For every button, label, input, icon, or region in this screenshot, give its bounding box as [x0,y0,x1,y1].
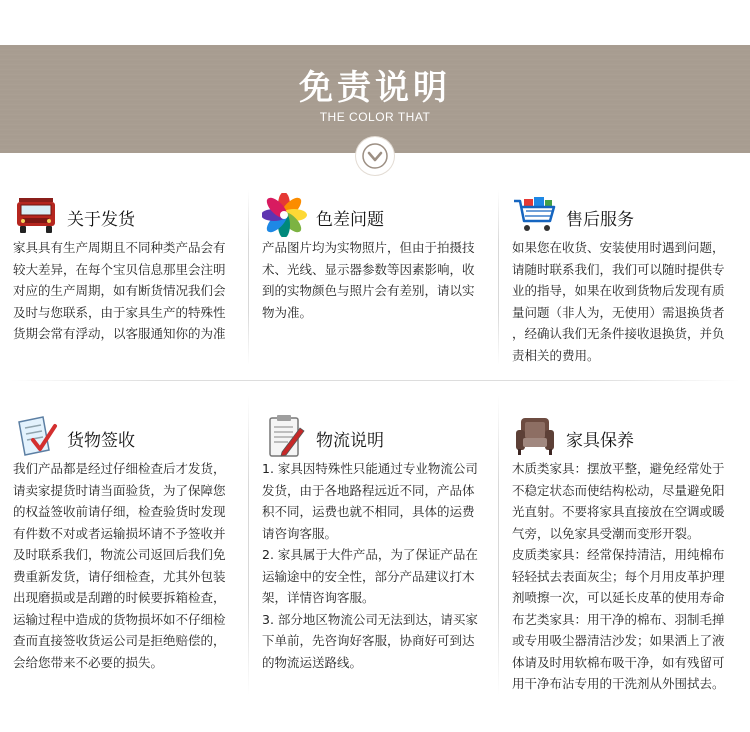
text-line: 运输途中的安全性，部分产品建议打木 [262,568,475,584]
text-line: 产品图片均为实物照片，但由于拍摄技 [262,240,475,255]
section-body [13,458,226,673]
chevron-badge [356,137,394,175]
text-line: 木质类家具：摆放平整，避免经常处于 [512,461,725,476]
text-line: 术、光线、显示器参数等因素影响，收 [262,261,475,277]
text-line: 责相关的费用。 [512,347,600,363]
text-line: 运输过程中造成的货物损坏如不仔细检 [13,611,226,627]
section-title: 物流说明 [316,431,384,451]
text-line: 对应的生产周期，如有断货情况我们会 [13,283,226,298]
text-line: 及时与您联系，由于家具生产的特殊性 [13,304,226,320]
chevron-down-icon [356,137,394,175]
text-line: 家具具有生产周期且不同种类产品会有 [13,240,226,255]
text-line: 3. 部分地区物流公司无法到达，请买家 [262,611,478,627]
color-wheel-icon [262,193,308,237]
section-body [512,237,725,366]
page-subtitle: THE COLOR THAT [319,110,431,124]
text-line: 货期会常有浮动，以客服通知你的为准 [13,326,226,341]
shopping-cart-icon [512,193,558,237]
section-body [512,458,725,695]
section-title: 货物签收 [67,431,135,451]
text-line: 发货，由于各地路程远近不同，产品体 [262,482,475,498]
text-line: 请随时联系我们，我们可以随时提供专 [512,261,725,277]
text-line: 的权益签收前请仔细，检查验货时发现 [13,504,226,519]
text-line: 查而直接签收货运公司是拒绝赔偿的， [13,633,226,648]
text-line: 出现磨损或是刮蹭的时候要拆箱检查， [13,590,226,605]
text-line: 量问题（非人为，无使用）需退换货者 [512,304,725,320]
section-title: 色差问题 [316,210,384,230]
section-body [13,237,226,345]
text-line: 用干净布沾专用的干洗剂从外围拭去。 [512,676,725,691]
clipboard-pen-icon [262,414,308,458]
checklist-icon [13,414,59,458]
text-line: 或专用吸尘器清洁沙发；如果洒上了液 [512,633,725,648]
text-line: 如果您在收货、安装使用时遇到问题， [512,240,725,255]
text-line: 我们产品都是经过仔细检查后才发货， [13,461,226,476]
section-title: 售后服务 [566,210,634,230]
text-line: 请咨询客服。 [262,525,338,541]
truck-icon [13,193,59,237]
text-line: 会给您带来不必要的损失。 [13,654,164,670]
text-line: 的物流运送路线。 [262,654,363,670]
text-line: 请卖家提货时请当面验货，为了保障您 [13,482,226,498]
text-line: 业的指导，如果在收到货物后发现有质 [512,283,725,298]
text-line: 光直射。不要将家具直接放在空调或暖 [512,504,725,519]
text-line: 不稳定状态而使结构松动，尽量避免阳 [512,482,725,498]
text-line: 1. 家具因特殊性只能通过专业物流公司 [262,461,478,476]
text-line: 及时联系我们，物流公司返回后我们免 [13,547,226,562]
text-line: 积不同，运费也就不相同，具体的运费 [262,504,475,519]
section-body [262,458,478,673]
text-line: 布艺类家具：用干净的棉布、羽制毛掸 [512,611,725,627]
text-line: 费重新发货，请仔细检查，尤其外包装 [13,568,226,584]
section-title: 家具保养 [566,431,634,451]
armchair-icon [512,414,558,458]
text-line: ，经确认我们无条件接收退换货，并负 [512,326,725,341]
text-line: 较大差异，在每个宝贝信息那里会注明 [13,261,226,277]
text-line: 物为准。 [262,304,313,320]
text-line: 到的实物颜色与照片会有差别，请以实 [262,283,475,298]
text-line: 气旁，以免家具受潮而变形开裂。 [512,525,700,541]
page-title: 免责说明 [299,68,451,108]
text-line: 皮质类家具：经常保持清洁，用纯棉布 [512,547,725,562]
text-line: 2. 家具属于大件产品，为了保证产品在 [262,547,478,562]
text-line: 架，详情咨询客服。 [262,590,375,605]
text-line: 轻轻拭去表面灰尘；每个月用皮革护理 [512,568,725,584]
text-line: 下单前，先咨询好客服，协商好可到达 [262,633,475,648]
text-line: 体请及时用软棉布吸干净，如有残留可 [512,654,725,670]
divider [10,380,740,381]
section-body [262,237,475,323]
section-title: 关于发货 [67,210,135,230]
text-line: 有件数不对或者运输损坏请不予签收并 [13,525,226,541]
text-line: 剂喷擦一次，可以延长皮革的使用寿命 [512,590,725,605]
